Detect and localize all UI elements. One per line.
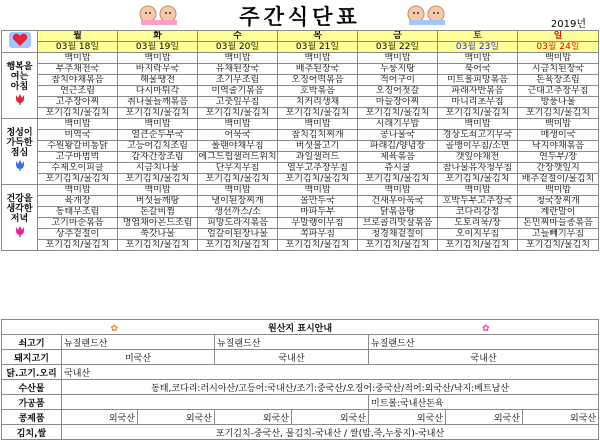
menu-item: 포기김치/물김치 — [358, 174, 438, 185]
menu-item: 포기김치/물김치 — [278, 240, 358, 251]
menu-item: 백미밥 — [358, 185, 438, 196]
menu-item: 포기김치/물김치 — [278, 174, 358, 185]
origin-value: 외국산 — [369, 410, 446, 425]
menu-item: 백미밥 — [38, 185, 118, 196]
meal-label: 건강을 생각한 저녁 — [6, 194, 33, 224]
menu-item: 쥬시쿨 — [358, 163, 438, 174]
menu-item: 백미밥 — [118, 185, 198, 196]
menu-item: 포기김치/물김치 — [118, 240, 198, 251]
origin-value: 외국산 — [215, 410, 292, 425]
menu-item: 단무지무침 — [198, 163, 278, 174]
menu-item: 적어구이 — [358, 75, 438, 86]
menu-item: 백미밥 — [118, 53, 198, 64]
menu-item: 감자간장조림 — [118, 152, 198, 163]
origin-label: 콩제품 — [2, 410, 62, 425]
origin-label: 가공품 — [2, 395, 62, 410]
menu-item: 포기김치/물김치 — [198, 174, 278, 185]
menu-item: 백미밥 — [438, 119, 518, 130]
origin-value: 포기김치-중국산, 물김치-국내산 / 쌀(밥,죽,누룽지)-국내산 — [62, 425, 599, 440]
menu-item: 열무고추장무침 — [278, 163, 358, 174]
menu-item: 과일샐러드 — [278, 152, 358, 163]
menu-item: 수제오이피클 — [38, 163, 118, 174]
origin-value: 국내산 — [369, 350, 599, 365]
meal-label-cell — [2, 185, 38, 251]
origin-heading: 원산지 표시안내 — [268, 323, 333, 334]
menu-item: 백미밥 — [518, 185, 599, 196]
menu-item: 포기김치/물김치 — [438, 174, 518, 185]
menu-item: 도토리묵/장 — [438, 218, 518, 229]
day-header: 일 — [518, 31, 599, 42]
bear-decoration-icon — [406, 2, 448, 26]
menu-item: 미트볼피망볶음 — [438, 75, 518, 86]
menu-item: 포기김치/물김치 — [38, 108, 118, 119]
menu-item: 미역줄기볶음 — [198, 86, 278, 97]
menu-item: 고추장아찌 — [38, 97, 118, 108]
menu-item: 갯잎야채전 — [438, 152, 518, 163]
menu-item: 청국장찌개 — [518, 196, 599, 207]
menu-item: 명엽채아몬드조림 — [118, 218, 198, 229]
tulip-icon — [13, 224, 27, 238]
date-header: 03월 18일 — [38, 42, 118, 53]
origin-value: 미트볼:국내산돈육 — [369, 395, 599, 410]
menu-item: 포기김치/물김치 — [198, 240, 278, 251]
menu-item: 바지락무국 — [118, 64, 198, 75]
menu-item: 포기김치/물김치 — [38, 174, 118, 185]
menu-item: 버섯불고기 — [278, 141, 358, 152]
menu-item: 파래김/양념장 — [358, 141, 438, 152]
date-header: 03월 23일 — [438, 42, 518, 53]
menu-item: 파래자반볶음 — [438, 86, 518, 97]
menu-item: 백미밥 — [38, 119, 118, 130]
menu-item: 포기김치/물김치 — [358, 108, 438, 119]
menu-item: 폴랜야채무침 — [198, 141, 278, 152]
menu-item: 고들빼기무침 — [518, 229, 599, 240]
day-header: 수 — [198, 31, 278, 42]
menu-item: 버섯들깨탕 — [118, 196, 198, 207]
menu-item: 포기김치/물김치 — [118, 108, 198, 119]
origin-value: 외국산 — [292, 410, 369, 425]
menu-item: 피망도라지볶음 — [198, 218, 278, 229]
menu-item: 마늘장아찌 — [358, 97, 438, 108]
menu-item: 포기김치/물김치 — [38, 240, 118, 251]
menu-item: 다시마튀각 — [118, 86, 198, 97]
meal-label-cell — [2, 53, 38, 119]
weekly-menu-table — [1, 30, 599, 251]
title-bar — [0, 0, 600, 30]
menu-item: 북어국 — [438, 64, 518, 75]
origin-heading-cell — [2, 320, 599, 335]
date-header: 03월 21일 — [278, 42, 358, 53]
menu-item: 근대고추장무침 — [518, 86, 599, 97]
menu-item: 참치야채볶음 — [38, 75, 118, 86]
origin-label: 닭.고기.오리 — [2, 365, 62, 380]
menu-item: 백미밥 — [438, 185, 518, 196]
menu-item: 치커리생채 — [278, 97, 358, 108]
header-icon-cell — [2, 31, 38, 53]
menu-item: 청경채겉절이 — [358, 229, 438, 240]
origin-label: 돼지고기 — [2, 350, 62, 365]
menu-item: 호박볶음 — [278, 86, 358, 97]
menu-item: 해물땡전 — [118, 75, 198, 86]
menu-item: 연근조림 — [38, 86, 118, 97]
date-header: 03월 22일 — [358, 42, 438, 53]
menu-item: 조기무조림 — [198, 75, 278, 86]
menu-item: 백미밥 — [518, 119, 599, 130]
flower-icon: ✿ — [482, 323, 490, 334]
menu-item: 마파두부 — [278, 207, 358, 218]
menu-item: 포기김치/물김치 — [358, 240, 438, 251]
menu-item: 에그드립샐러드위치 — [198, 152, 277, 162]
menu-item: 동태무조림 — [38, 207, 118, 218]
origin-value: 국내산 — [62, 365, 599, 380]
menu-item: 오징어떡볶음 — [278, 75, 358, 86]
menu-item: 고춧잎무침 — [198, 97, 278, 108]
heart-icon — [8, 31, 32, 49]
tulip-icon — [13, 158, 27, 172]
menu-item: 돈민찌마늘종볶음 — [518, 218, 599, 229]
menu-item: 백미밥 — [278, 185, 358, 196]
menu-item: 호박두부고추장국 — [438, 196, 518, 207]
menu-item: 생선까스/소 — [198, 207, 278, 218]
menu-item: 백미밥 — [358, 53, 438, 64]
menu-item: 포기김치/물김치 — [518, 108, 599, 119]
menu-item: 간장깻잎지 — [518, 163, 599, 174]
day-header: 월 — [38, 31, 118, 42]
menu-item: 몰만두국 — [278, 196, 358, 207]
origin-value: 뉴질랜드산 — [62, 335, 215, 350]
menu-item: 어묵국 — [198, 130, 278, 141]
menu-item: 오이지무침 — [438, 229, 518, 240]
menu-item: 돈육장조림 — [518, 75, 599, 86]
origin-value: 외국산 — [446, 410, 523, 425]
origin-value: 뉴질랜드산 — [369, 335, 599, 350]
day-header: 토 — [438, 31, 518, 42]
day-header: 목 — [278, 31, 358, 42]
menu-item: 시래기무밥 — [358, 119, 438, 130]
menu-item: 백미밥 — [198, 185, 278, 196]
menu-item: 열큰순두부국 — [118, 130, 198, 141]
origin-value: 외국산 — [523, 410, 599, 425]
origin-value: 외국산 — [62, 410, 138, 425]
origin-value: 미국산 — [62, 350, 215, 365]
menu-item: 백미밥 — [278, 119, 358, 130]
origin-value — [62, 395, 369, 410]
menu-item: 미역국 — [38, 130, 118, 141]
menu-item: 백미밥 — [38, 53, 118, 64]
menu-item: 포기김치/물김치 — [438, 108, 518, 119]
menu-item: 백미밥 — [198, 53, 278, 64]
menu-item: 쪽파무침 — [278, 229, 358, 240]
menu-item: 마니리초무침 — [438, 97, 518, 108]
origin-value: 동태,코다리:러시아산/고등어:국내산/조기:중국산/오징어:중국산/적어:외국산/낙지:베트남산 — [62, 380, 599, 395]
menu-item: 백미밥 — [518, 53, 599, 64]
menu-item: 매생이국 — [518, 130, 599, 141]
menu-item: 포기김치/물김치 — [198, 108, 278, 119]
origin-label: 수산물 — [2, 380, 62, 395]
menu-item: 취나물들깨볶음 — [118, 97, 198, 108]
menu-item: 부추채전국 — [38, 64, 118, 75]
menu-item: 낙지야채볶음 — [518, 141, 599, 152]
flower-icon: ✿ — [110, 323, 119, 334]
menu-item: 얼갈이된장나물 — [198, 229, 278, 240]
day-header: 금 — [358, 31, 438, 42]
menu-item: 고구마범벅 — [38, 152, 118, 163]
menu-item: 참치김치찌개 — [278, 130, 358, 141]
origin-label: 김치,쌀 — [2, 425, 62, 440]
menu-item: 건새우아욱국 — [358, 196, 438, 207]
menu-item: 상추겉절이 — [38, 229, 118, 240]
menu-item: 고기마순볶음 — [38, 218, 118, 229]
menu-item: 시금치된장국 — [518, 64, 599, 75]
menu-item: 유채된장국 — [198, 64, 278, 75]
menu-item: 연두부/장 — [518, 152, 599, 163]
origin-value: 외국산 — [138, 410, 215, 425]
date-header: 03월 19일 — [118, 42, 198, 53]
menu-item: 백미밥 — [278, 53, 358, 64]
origin-value: 뉴질랜드산 — [215, 335, 369, 350]
meal-label-cell — [2, 119, 38, 185]
menu-item: 포기김치/물김치 — [278, 108, 358, 119]
menu-item: 골뱅이무침/소면 — [438, 141, 518, 152]
menu-item: 코다리강정 — [438, 207, 518, 218]
menu-item: 닭볶음탕 — [358, 207, 438, 218]
menu-item: 돈갈비찜 — [118, 207, 198, 218]
menu-item: 콩나물국 — [358, 130, 438, 141]
menu-item: 방풍나물 — [518, 97, 599, 108]
menu-item: 냉이된장찌개 — [198, 196, 278, 207]
menu-item: 고등어김치조림 — [118, 141, 198, 152]
menu-item: 무말랭이무침 — [278, 218, 358, 229]
menu-item: 백미밥 — [438, 53, 518, 64]
origin-value: 국내산 — [215, 350, 369, 365]
date-header: 03월 20일 — [198, 42, 278, 53]
date-header: 03월 24일 — [518, 42, 599, 53]
menu-item: 시금치나물 — [118, 163, 198, 174]
origin-label: 쇠고기 — [2, 335, 62, 350]
menu-item: 백미밥 — [118, 119, 198, 130]
tulip-icon — [13, 92, 27, 106]
menu-item: 배추겉절이/물김치 — [518, 174, 599, 185]
menu-item: 백미밥 — [198, 119, 278, 130]
menu-item: 참나물유자청무침 — [438, 163, 518, 174]
menu-item: 제육볶음 — [358, 152, 438, 163]
menu-item: 포기김치/물김치 — [118, 174, 198, 185]
page-title: 주간식단표 — [239, 5, 361, 29]
menu-item: 경상도쇠고기무국 — [438, 130, 518, 141]
menu-item: 포기김치/물김치 — [518, 240, 599, 251]
menu-item: 누룽지탕 — [358, 64, 438, 75]
year-label: 2019년 — [550, 19, 586, 30]
menu-item: 육개장 — [38, 196, 118, 207]
meal-label: 정성이 가득한 점심 — [6, 128, 33, 158]
origin-table — [1, 319, 599, 440]
menu-item: 쑥갓나물 — [118, 229, 198, 240]
menu-item: 브로콜리맛살볶음 — [358, 218, 438, 229]
menu-item: 계란말이 — [518, 207, 599, 218]
menu-item: 수원왕갈비통닭 — [38, 141, 118, 152]
meal-label: 행복을 여는 아침 — [6, 62, 33, 92]
day-header: 화 — [118, 31, 198, 42]
menu-item: 포기김치/물김치 — [438, 240, 518, 251]
menu-item: 배추된장국 — [278, 64, 358, 75]
menu-item: 오징어젓갈 — [358, 86, 438, 97]
